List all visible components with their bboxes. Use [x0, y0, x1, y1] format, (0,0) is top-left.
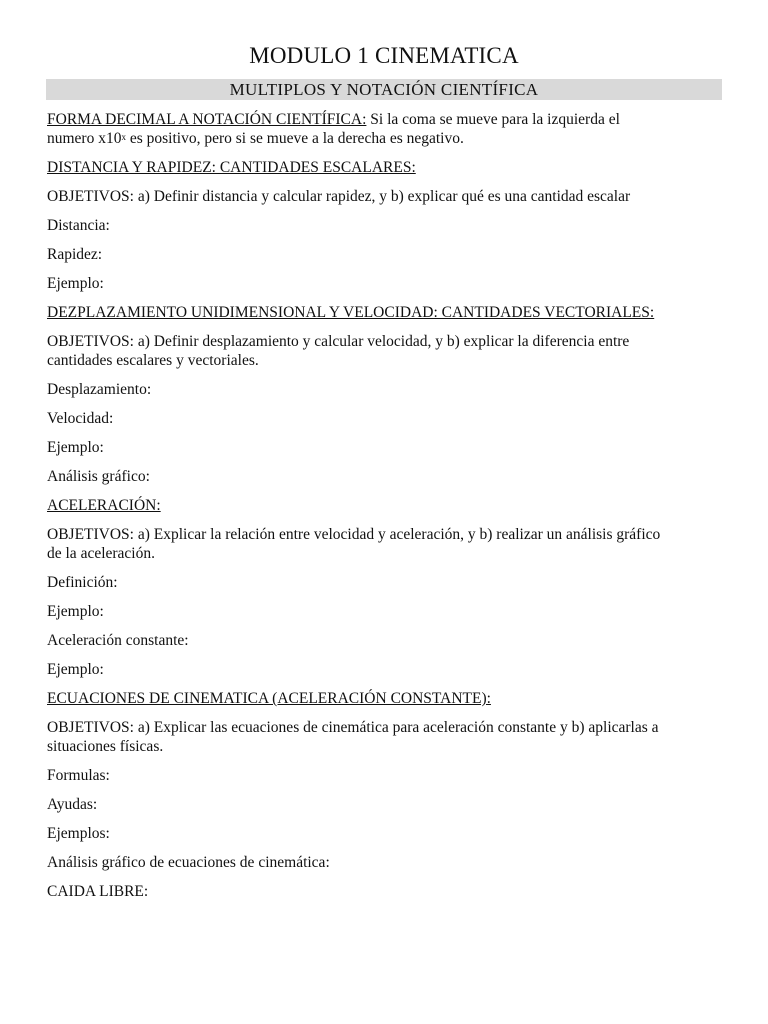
s3-objectives-line-2: cantidades escalares y vectoriales.	[47, 352, 259, 369]
s5-objectives-line-1: OBJETIVOS: a) Explicar las ecuaciones de cinemática para aceleración constante y b) aplicarlas a	[47, 719, 659, 736]
s3-item-velocidad: Velocidad:	[47, 410, 114, 427]
s1-text-2b: es positivo, pero si se mueve a la derecha es negativo.	[125, 130, 464, 147]
s5-item-analisis-ecuaciones: Análisis gráfico de ecuaciones de cinemática:	[47, 854, 330, 871]
s5-item-formulas: Formulas:	[47, 767, 110, 784]
s3-heading: DEZPLAZAMIENTO UNIDIMENSIONAL Y VELOCIDAD: CANTIDADES VECTORIALES:	[47, 304, 655, 321]
s3-item-analisis: Análisis gráfico:	[47, 468, 150, 485]
s3-item-ejemplo: Ejemplo:	[47, 439, 104, 456]
document-title: MODULO 1 CINEMATICA	[249, 43, 519, 68]
s2-item-ejemplo: Ejemplo:	[47, 275, 104, 292]
s3-objectives-line-1: OBJETIVOS: a) Definir desplazamiento y calcular velocidad, y b) explicar la diferencia entre	[47, 333, 630, 350]
s2-item-rapidez: Rapidez:	[47, 246, 103, 263]
s5-item-caida-libre: CAIDA LIBRE:	[47, 883, 149, 900]
s4-heading: ACELERACIÓN:	[47, 497, 161, 514]
section-band-heading: MULTIPLOS Y NOTACIÓN CIENTÍFICA	[46, 79, 722, 100]
s2-item-distancia: Distancia:	[47, 217, 110, 234]
s1-paragraph-line-1	[47, 110, 620, 129]
s4-objectives-line-2: de la aceleración.	[47, 545, 155, 562]
s4-item-aceleracion-constante: Aceleración constante:	[47, 632, 189, 649]
s1-paragraph-line-2	[47, 129, 464, 148]
s1-exponent: x	[121, 132, 126, 142]
s3-item-desplazamiento: Desplazamiento:	[47, 381, 152, 398]
s5-item-ejemplos: Ejemplos:	[47, 825, 110, 842]
s4-objectives-line-1: OBJETIVOS: a) Explicar la relación entre velocidad y aceleración, y b) realizar un análisis gráfico	[47, 526, 661, 543]
s2-heading: DISTANCIA Y RAPIDEZ: CANTIDADES ESCALARES:	[47, 159, 416, 176]
s5-heading: ECUACIONES DE CINEMATICA (ACELERACIÓN CONSTANTE):	[47, 690, 491, 707]
s5-objectives-line-2: situaciones físicas.	[47, 738, 164, 755]
s4-item-ejemplo-1: Ejemplo:	[47, 603, 104, 620]
s2-objectives: OBJETIVOS: a) Definir distancia y calcular rapidez, y b) explicar qué es una cantidad escalar	[47, 188, 631, 205]
s1-text-2a: numero x10	[47, 130, 122, 147]
s5-item-ayudas: Ayudas:	[47, 796, 98, 813]
s4-item-ejemplo-2: Ejemplo:	[47, 661, 104, 678]
s4-item-definicion: Definición:	[47, 574, 118, 591]
s1-heading: FORMA DECIMAL A NOTACIÓN CIENTÍFICA:	[47, 111, 367, 128]
s1-text-1: Si la coma se mueve para la izquierda el	[366, 111, 620, 128]
